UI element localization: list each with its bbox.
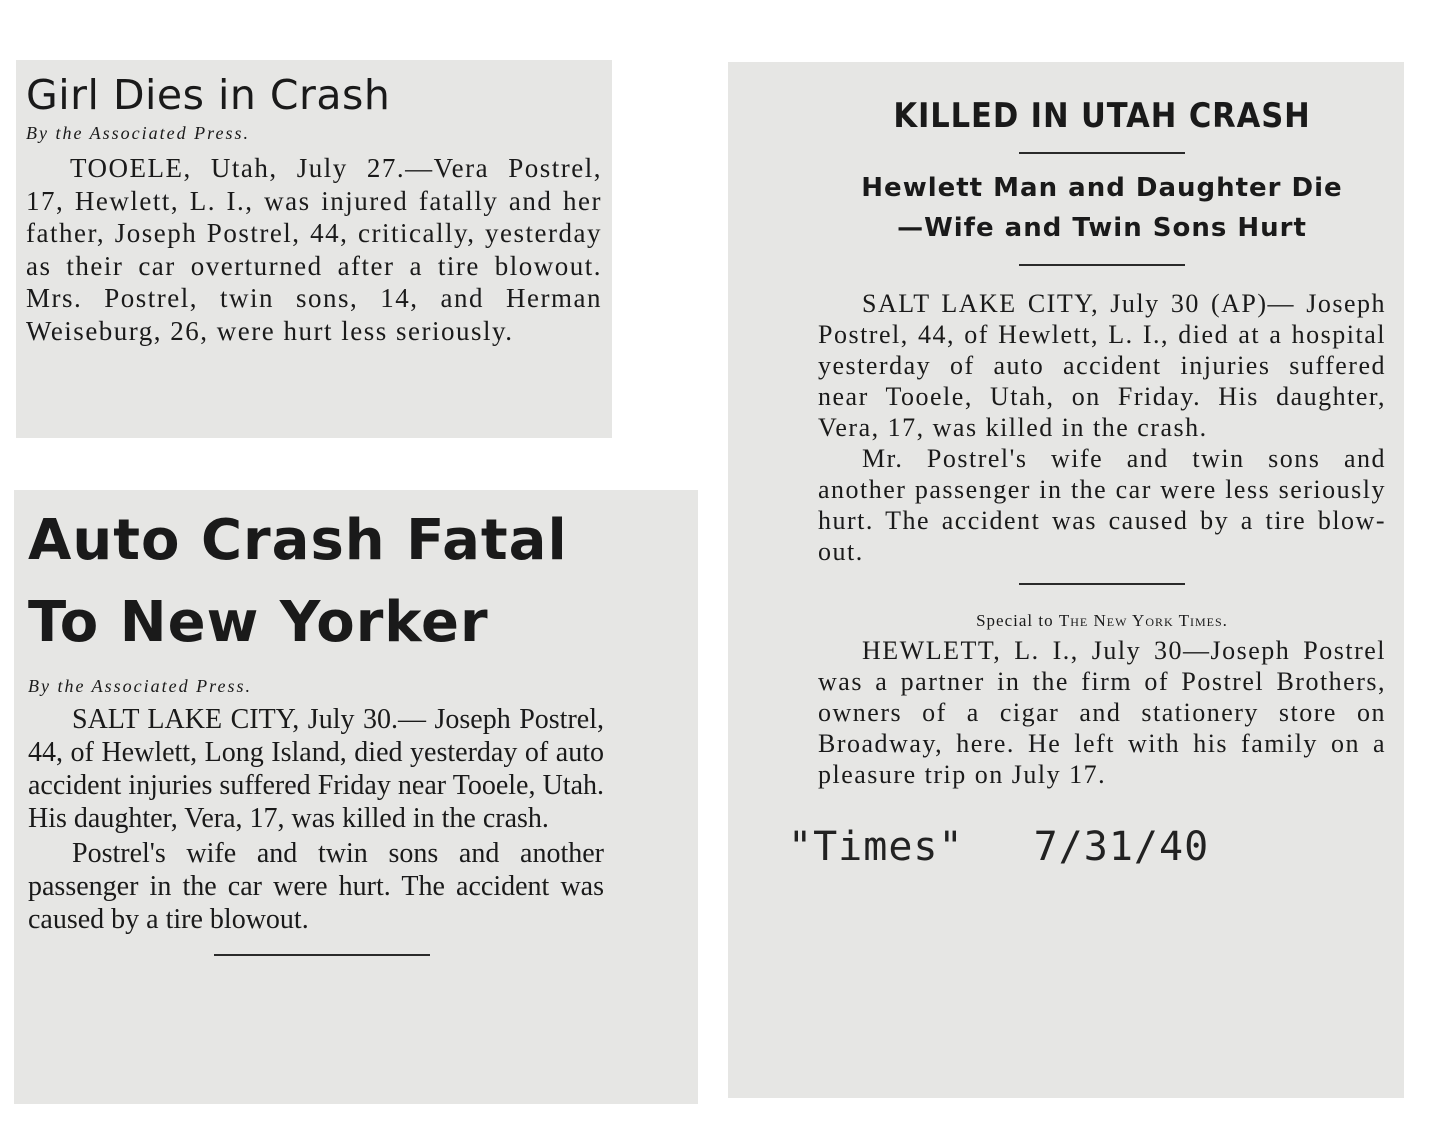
divider — [1019, 264, 1185, 266]
headline: KILLED IN UTAH CRASH — [893, 96, 1311, 136]
byline: By the Associated Press. — [28, 676, 252, 696]
divider — [1019, 583, 1185, 585]
subheadline — [818, 168, 1386, 248]
article-paragraph-2: Postrel's wife and twin sons and another passenger in the car were hurt. The accident was caused by a tire blowout. — [28, 838, 604, 935]
credit-line — [818, 611, 1386, 631]
clipping-girl-dies-in-crash — [16, 60, 612, 438]
headline-line-1: Auto Crash Fatal — [28, 508, 568, 573]
headline — [28, 500, 604, 664]
article-paragraph-2: Mr. Postrel's wife and twin sons and another passenger in the car were less seriously hurt. The accident was caused by a tire blow-out. — [818, 444, 1386, 566]
headline: Girl Dies in Crash — [26, 71, 391, 119]
credit-paper: The New York Times. — [1058, 611, 1228, 630]
clipping-killed-in-utah-crash — [728, 62, 1404, 1098]
clipping-auto-crash-fatal — [14, 490, 698, 1104]
byline: By the Associated Press. — [26, 123, 250, 144]
annotation-date: 7/31/40 — [1033, 824, 1210, 870]
subhead-line-1: Hewlett Man and Daughter Die — [861, 173, 1343, 203]
end-rule — [214, 954, 430, 956]
headline-line-2: To New Yorker — [28, 590, 489, 655]
divider — [1019, 152, 1185, 154]
article-body: TOOELE, Utah, July 27.—Vera Postrel, 17, Hewlett, L. I., was injured fatally and her father, Joseph Postrel, 44, critically, yesterday as their car overturned after a tire blowout. Mrs. Postrel, twin sons, 14, and Herman Weiseburg, 26, were hurt less seriously. — [26, 153, 602, 346]
article-paragraph-1: SALT LAKE CITY, July 30 (AP)— Joseph Postrel, 44, of Hewlett, L. I., died at a hospital yesterday of auto accident injuries suffered near Tooele, Utah, on Friday. His daughter, Vera, 17, was killed in the crash. — [818, 289, 1386, 442]
annotation-source: "Times" — [788, 824, 964, 870]
article-paragraph-3: HEWLETT, L. I., July 30—Joseph Postrel was a partner in the firm of Postrel Brothers, owners of a cigar and stationery store on Broadway, here. He left with his family on a pleasure trip on July 17. — [818, 636, 1386, 789]
handwritten-annotation — [788, 824, 1386, 870]
article-paragraph-1: SALT LAKE CITY, July 30.— Joseph Postrel, 44, of Hewlett, Long Island, died yesterday of auto accident injuries suffered Friday near Tooele, Utah. His daughter, Vera, 17, was killed in the crash. — [28, 704, 604, 834]
subhead-line-2: —Wife and Twin Sons Hurt — [897, 213, 1307, 243]
credit-prefix: Special to — [976, 611, 1054, 630]
